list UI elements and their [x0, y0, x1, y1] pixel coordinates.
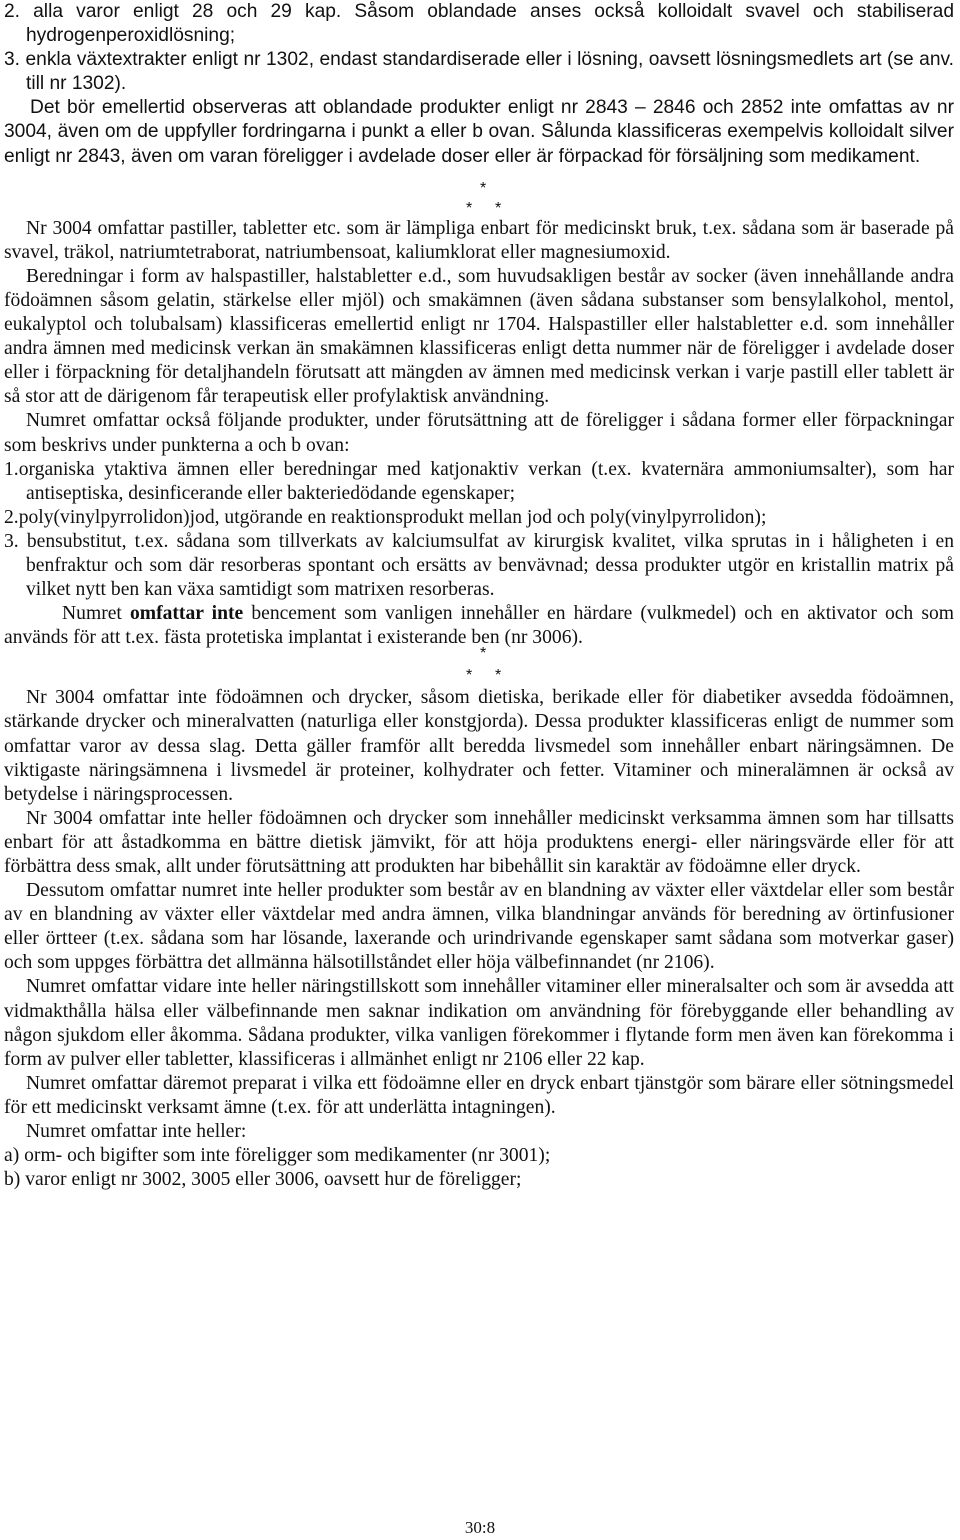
paragraph: Numret omfattar vidare inte heller näringstillskott som innehåller vitaminer eller mineralsalter och som är avsedda att vidmakthålla hälsa eller välbefinnande men saknar indikation om användning för förebyggande eller behandling av någon sjukdom eller åkomma. Sådana produkter, vilka vanligen förekommer i flytande form men även kan förekomma i form av pulver eller tabletter, klassificeras i allmänhet enligt nr 2106 eller 22 kap.: [4, 976, 954, 1070]
emphasis-text: omfattar inte: [129, 603, 244, 625]
page-number: 30:8: [464, 1518, 496, 1537]
text-run: bencement som vanligen innehåller en härdare (vulkmedel) och en aktivator och som används för att t.ex. fästa protetiska implantat i existerande ben (nr 3006).: [4, 603, 954, 649]
list-item: 3. enkla växtextrakter enligt nr 1302, endast standardiserade eller i lösning, oavsett lösningsmedlets art (se anv. till nr 1302).: [4, 49, 954, 95]
list-items-top: [4, 0, 954, 169]
section-separator: [4, 636, 954, 686]
paragraph: Beredningar i form av halspastiller, halstabletter e.d., som huvudsakligen består av socker (även innehållande andra födoämnen såsom gelatin, stärkelse eller mjöl) och smakämnen (även sådana substanser som bensylalkohol, mentol, eukalyptol och tolubalsam) klassificeras emellertid enligt nr 1704. Halspastiller eller halstabletter e.d. som innehåller andra ämnen med medicinsk verkan än smakämnen klassificeras enligt detta nummer när de föreligger i avdelade doser eller i förpackning för detaljhandeln förutsatt att mängden av ämnen med medicinsk verkan i varje pastill eller tablett är så stor att de därigenom får terapeutisk eller profylaktisk användning.: [4, 265, 954, 408]
paragraph: Numret omfattar inte heller:: [26, 1121, 247, 1143]
separator-star: *: [466, 199, 473, 217]
paragraph: Numret omfattar också följande produkter, under förutsättning att de föreligger i sådana former eller förpackningar som beskrivs under punkterna a och b ovan:: [4, 410, 954, 456]
paragraph: Dessutom omfattar numret inte heller produkter som består av en blandning av växter eller växtdelar eller som består av en blandning av växter eller växtdelar med andra ämnen, vilka blandningar används för beredning av örtinfusioner eller örtteer (t.ex. sådana som har lösande, laxerande och urindrivande egenskaper samt sådana som motverkar gaser) och som uppges förbättra det allmänna hälsotillståndet eller höja välbefinnandet (nr 2106).: [4, 880, 954, 974]
list-item: 2. alla varor enligt 28 och 29 kap. Såsom oblandade anses också kolloidalt svavel och stabiliserad hydrogenperoxidlösning;: [4, 1, 954, 47]
list-item: 2.poly(vinylpyrrolidon)jod, utgörande en reaktionsprodukt mellan jod och poly(vinylpyrrolidon);: [4, 506, 767, 528]
paragraph: Numret omfattar däremot preparat i vilka ett födoämne eller en dryck enbart tjänstgör som bärare eller sötningsmedel för ett medicinskt verksamt ämne (t.ex. för att underlätta intagningen).: [4, 1072, 954, 1118]
section-foodstuffs: [4, 686, 954, 1192]
list-item: b) varor enligt nr 3002, 3005 eller 3006, oavsett hur de föreligger;: [4, 1169, 522, 1191]
paragraph: Nr 3004 omfattar inte heller födoämnen och drycker som innehåller medicinskt verksamma ämnen som har tillsatts enbart för att åstadkomma en bättre dietisk jämvikt, för att höja produktens energi- eller näringsvärde eller för att förbättra dess smak, allt under förutsättning att produkten har bibehållit sin karaktär av födoämne eller dryck.: [4, 807, 954, 877]
separator-star: *: [466, 667, 473, 685]
paragraph: Nr 3004 omfattar inte födoämnen och drycker, såsom dietiska, berikade eller för diabetiker avsedda födoämnen, stärkande drycker och mineralvatten (naturliga eller konstgjorda). Dessa produkter klassificeras enligt de nummer som omfattar varor av dessa slag. Detta gäller framför allt beredda livsmedel som innehåller enbart näringsämnen. De viktigaste näringsämnena i livsmedel är proteiner, kolhydrater och fetter. Vitaminer och mineralämnen är också av betydelse i näringsprocessen.: [4, 687, 954, 805]
text-run: Numret: [62, 603, 130, 625]
separator-star: *: [480, 645, 487, 663]
separator-star: *: [495, 199, 502, 217]
list-item: 1.organiska ytaktiva ämnen eller beredningar med katjonaktiv verkan (t.ex. kvaternära ammoniumsalter), som har antiseptiska, desinficerande eller bakteriedödande egenskaper;: [4, 458, 954, 504]
paragraph: Det bör emellertid observeras att oblandade produkter enligt nr 2843 – 2846 och 2852 inte omfattas av nr 3004, även om de uppfyller fordringarna i punkt a eller b ovan. Sålunda klassificeras exempelvis kolloidalt silver enligt nr 2843, även om varan föreligger i avdelade doser eller är förpackad för försäljning som medikament.: [4, 97, 954, 167]
separator-star: *: [480, 179, 487, 197]
list-item: 3. bensubstitut, t.ex. sådana som tillverkats av kalciumsulfat av kirurgisk kvalitet, vilka sprutas in i håligheten i en benfraktur och som där resorberas spontant och ersätts av benvävnad; dessa produkter utgör en kristallin matrix på vilket nytt ben kan växa samtidigt som matrixen resorberas.: [4, 530, 954, 601]
separator-star: *: [495, 667, 502, 685]
section-pastiller: [4, 217, 954, 651]
section-separator: [4, 169, 954, 217]
paragraph: Nr 3004 omfattar pastiller, tabletter etc. som är lämpliga enbart för medicinskt bruk, t.ex. sådana som är baserade på svavel, träkol, natriumtetraborat, natriumbensoat, kaliumklorat eller magnesiumoxid.: [4, 217, 954, 263]
list-item: a) orm- och bigifter som inte föreligger som medikamenter (nr 3001);: [4, 1145, 551, 1167]
